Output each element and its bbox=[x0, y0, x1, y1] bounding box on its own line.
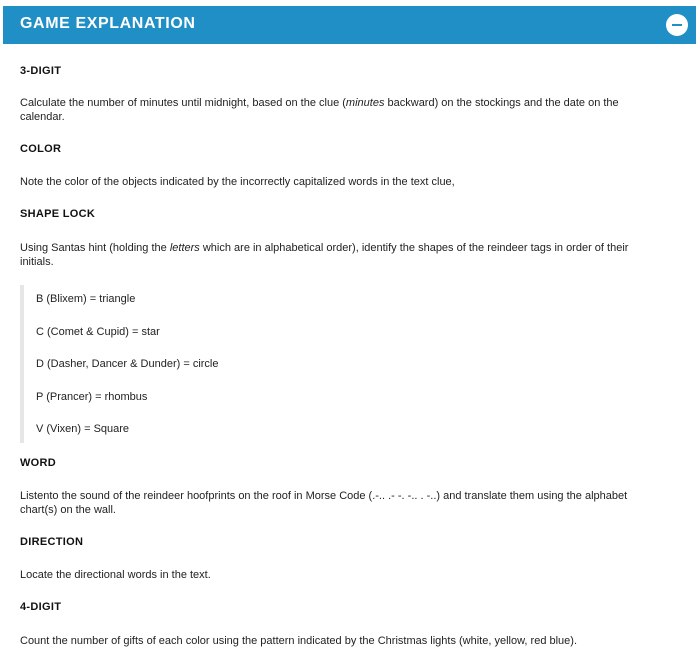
section-text-color: Note the color of the objects indicated by the incorrectly capitalized words in the text clue, bbox=[20, 176, 455, 188]
section-text-3-digit bbox=[20, 96, 660, 124]
text-segment: which are in alphabetical order), identify the shapes of the reindeer tags in order of their initials. bbox=[20, 242, 629, 268]
collapse-icon[interactable] bbox=[666, 14, 688, 36]
section-title-direction: DIRECTION bbox=[20, 536, 84, 548]
accordion-header[interactable] bbox=[3, 6, 696, 44]
blockquote-border bbox=[20, 285, 24, 443]
shape-item: P (Prancer) = rhombus bbox=[36, 391, 148, 403]
section-text-word: Listento the sound of the reindeer hoofprints on the roof in Morse Code (.-.. .- -. -.. . -..) and translate them using the alphabet chart(s) on the wall. bbox=[20, 490, 628, 516]
text-segment: Using Santas hint (holding the bbox=[20, 242, 170, 254]
section-text-direction: Locate the directional words in the text. bbox=[20, 569, 211, 581]
section-title-word: WORD bbox=[20, 457, 57, 469]
text-segment: Calculate the number of minutes until midnight, based on the clue ( bbox=[20, 97, 346, 109]
shape-item: D (Dasher, Dancer & Dunder) = circle bbox=[36, 358, 219, 370]
section-title-shape-lock: SHAPE LOCK bbox=[20, 208, 96, 220]
text-emphasis: minutes bbox=[345, 97, 385, 109]
text-emphasis: letters bbox=[169, 242, 200, 254]
shape-item: V (Vixen) = Square bbox=[36, 423, 130, 435]
text-segment: backward) on the stockings and the date on the calendar. bbox=[20, 97, 619, 123]
minus-icon bbox=[672, 24, 682, 26]
section-title-4-digit: 4-DIGIT bbox=[20, 601, 62, 613]
section-title-3-digit: 3-DIGIT bbox=[20, 65, 62, 77]
section-title-color: COLOR bbox=[20, 143, 62, 155]
shape-item: C (Comet & Cupid) = star bbox=[36, 326, 160, 338]
header-title: GAME EXPLANATION bbox=[20, 15, 196, 32]
section-text-4-digit: Count the number of gifts of each color using the pattern indicated by the Christmas lights (white, yellow, red blue). bbox=[20, 635, 578, 647]
shape-item: B (Blixem) = triangle bbox=[36, 293, 136, 305]
section-text-shape-lock bbox=[20, 241, 660, 269]
